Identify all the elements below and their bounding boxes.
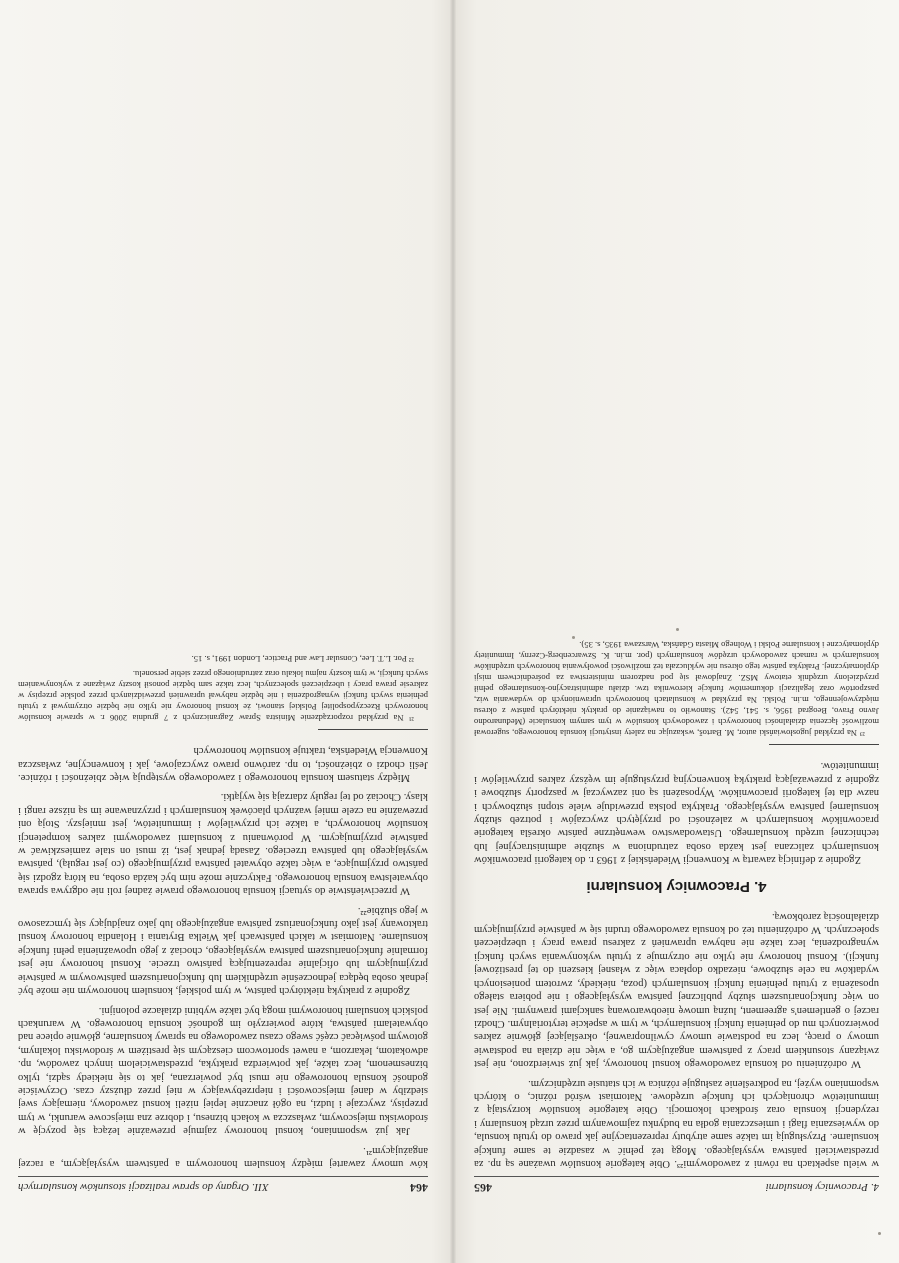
left-running-head <box>18 1176 428 1195</box>
left-footnote-22: ²² Por. L.T. Lee, Consular Law and Practice, London 1991, s. 15. <box>191 653 414 664</box>
right-page <box>456 0 899 1263</box>
scan-speck <box>572 636 575 639</box>
right-page-number: 465 <box>474 1181 492 1195</box>
left-footnote-21: ²¹ Na przykład rozporządzenie Ministra Spraw Zagranicznych z 7 grudnia 2006 r. w sprawie konsulów honorowych Rzeczypospolitej Polskiej stanowi, że konsul honorowy nie tylko nie będzie otrzymywał z tytułu pełnienia swych funkcji wynagrodzenia i nie będzie nabywał uprawnień przewidzianych przez polskie przepisy w zakresie prawa pracy i ubezpieczeń społecznych, lecz także sam będzie ponosił koszty związane z wykonywaniem swych funkcji, w tym koszty najmu lokalu oraz zatrudnionego przez siebie personelu. <box>18 668 428 723</box>
right-running-head <box>474 1176 879 1195</box>
right-paragraph-2: W odróżnieniu od konsula zawodowego konsul honorowy, jak już stwierdzono, nie jest związany stosunkiem pracy z państwem angażującym go, a więc nie działa na podstawie umowy o pracę, lecz na podstawie umowy cywilnoprawnej, określającej głównie zakres powierzonych mu do pełnienia funkcji konsularnych, w tym w aspekcie terytorialnym. Chodzi raczej o gentlemen's agreement, luźną umowę nieobwarowaną sankcjami prawnymi. Nie jest on więc funkcjonariuszem służby publicznej państwa wysyłającego i nie pobiera stałego uposażenia z tytułu pełnienia funkcji konsularnych (poza, niekiedy, zwrotem poniesionych wydatków na cele służbowe, niezadko dopłaca więc z własnej kieszeni do tej prestiżowej funkcji). Konsul honorowy nie tylko nie otrzymuje z tytułu wykonywania swych funkcji wynagrodzenia, lecz także nie nabywa uprawnień z zakresu prawa pracy i ubezpieczeń społecznych. W odróżnieniu też od konsula zawodowego trudni się w państwie przyjmującym działalnością zarobkową. <box>474 910 879 1070</box>
left-page-content <box>18 105 428 1195</box>
right-paragraph-3: Zgodnie z definicją zawartą w Konwencji Wiedeńskiej z 1963 r. do kategorii pracowników konsularnych zaliczana jest każda osoba zatrudniona w służbie administracyjnej lub technicznej urzędu konsularnego. Ustawodawstwo wewnętrzne państw określa kategorie pracowników konsularnych w zależności od przyjętych zwyczajów i potrzeb służby konsularnej państwa wysyłającego. Praktyka polska przewiduje wiele stopni służbowych i nazw dla tej kategorii pracowników. Wyposażeni są oni zazwyczaj w paszporty służbowe i zgodnie z przeważającą praktyką konwencyjną przysługuje im węższy zakres przywilejów i immunitetów. <box>474 760 879 866</box>
left-paragraph-1: ków umowy zawartej między konsulem honorowym a państwem wysyłającym, a raczej angażującym²¹. <box>18 1144 428 1169</box>
left-paragraph-5: Między statusem konsula honorowego i zawodowego występują więc zbieżności i różnice. Jeśli chodzi o zbieżności, to np. zarówno prawo zwyczajowe, jak i konwencyjne, zwłaszcza Konwencja Wiedeńska, traktuje konsulów honorowych <box>18 745 428 784</box>
left-paragraph-3: Zgodnie z praktyką niektórych państw, w tym polskiej, konsulem honorowym nie może być jednak osoba będąca jednocześnie urzędnikiem lub funkcjonariuszem państwowym w państwie przyjmującym lub oficjalnie reprezentującą państwo trzecie. Konsul honorowy nie jest formalnie funkcjonariuszem państwa wysyłającego, chociaż z jego upoważnienia pełni funkcje konsularne. Natomiast w takich państwach jak Wielka Brytania i Holandia honorowy konsul traktowany jest jako funkcjonariusz państwa angażującego lub jako znajdujący się tymczasowo w jego służbie²². <box>18 904 428 997</box>
left-paragraph-4: W przeciwieństwie do sytuacji konsula honorowego prawie żadnej roli nie odgrywa sprawa obywatelstwa konsula honorowego. Faktycznie może nim być każda osoba, na którą zgodzi się państwo przyjmujące, a więc także obywatel państwa przyjmującego (co jest regułą), państwa wysyłającego lub państwa trzeciego. Zasadą jednak jest, iż musi on stale zamieszkiwać w państwie przyjmującym. W porównaniu z konsulami zawodowymi zakres kompetencji konsulów honorowych, a także ich przywilejów i immunitetów, jest mniejszy. Stoją oni przeważnie na czele mniej ważnych placówek konsularnych i przyznawane im są niższe rangi i klasy. Chociaż od tej reguły zdarzają się wyjątki. <box>18 791 428 897</box>
left-paragraph-2: Jak już wspomniano, konsul honorowy zajmuje przeważnie leżącą się pozycję w środowisku miejscowym, zwłaszcza w kołach biznesu, i dobrze zna miejscowe warunki, w tym przepisy, zwyczaje i ludzi, na ogół znacznie lepiej niżeli konsul zawodowy, niemający swej siedziby w danej miejscowości i nieprzebywający w niej przez dłuższy czas. Oczywiście godność konsula honorowego nie musi być powierzana, jak to się niekiedy sądzi, tylko biznesmenom, lecz także, jak potwierdza praktyka, przedstawicielom innych zawodów, np. adwokatom, lekarzom, a nawet sportowcom cieszącym się prestiżem w środowisku lokalnym, gotowym poświęcać część swego czasu zawodowego na sprawy konsularne, głównie opiece nad obywatelami państwa, które powierzyło im godność konsula honorowego. W warunkach polskich konsulami honorowymi mogą być także wybitni działacze polonijni. <box>18 1004 428 1137</box>
left-page-number: 464 <box>410 1181 428 1195</box>
scan-speck <box>878 1232 881 1235</box>
right-page-content <box>474 105 879 1195</box>
right-paragraph-1: w wielu aspektach na równi z zawodowymi²³. Obie kategorie konsulów uważane są np. za przedstawicieli państwa wysyłającego. Mogą też pełnić w zasadzie te same funkcje konsularne. Przysługują im także same atrybuty reprezentacyjne jak prawo do tytułu konsula, do wywieszania flagi i umieszczania godła na budynku zajmowanym przez urząd konsularny i rezydencji konsula oraz środkach lokomocji. Obie kategorie konsulów korzystają z immunitetów chroniących ich funkcje urzędowe. Natomiast wśród różnic, o których wspomniano wyżej, na podkreślenie zasługuje różnica w ich statusie urzędniczym. <box>474 1077 879 1169</box>
chapter-heading: 4. Pracownicy konsularni <box>586 878 767 896</box>
right-footnote-23: ²³ Na przykład jugosłowiański autor, M. Bartoš, wskazując na zalety instytucji konsula honorowego, sugerował możliwość łączenia działalności honorowych i zawodowych konsulów w tym samym konsulacie (Međunarodno Javno Pravo, Beograd 1956, s. 541, 542). Stanowiło to nawiązanie do praktyk niektórych państw z okresu międzywojennego, m.in. Polski. Na przykład w konsulatach honorowych uprawnionych do wydawania wiz, paszportów oraz legalizacji dokumentów funkcje kierownika tzw. działu administracyjno-konsularnego pełnił przydzielony urzędnik etatowy MSZ. Znajdował się pod nadzorem ministerstwa za pośrednictwem misji dyplomatycznej. Praktyka państw tego okresu nie wykluczała też możliwości powoływania honorowych urzędników konsularnych w ramach zawodowych urzędów konsularnych (por. m.in. K. Szwarcenberg-Czerny, Immunitety dyplomatyczne i konsularne Polski i Wolnego Miasta Gdańska, Warszawa 1935, s. 35). <box>474 640 879 739</box>
scan-speck <box>676 628 679 631</box>
left-running-title: XII. Organy do spraw realizacji stosunków konsularnych <box>18 1181 269 1193</box>
left-footnote-rule <box>318 729 428 730</box>
right-running-title: 4. Pracownicy konsularni <box>765 1181 879 1193</box>
right-footnote-rule <box>769 744 879 745</box>
